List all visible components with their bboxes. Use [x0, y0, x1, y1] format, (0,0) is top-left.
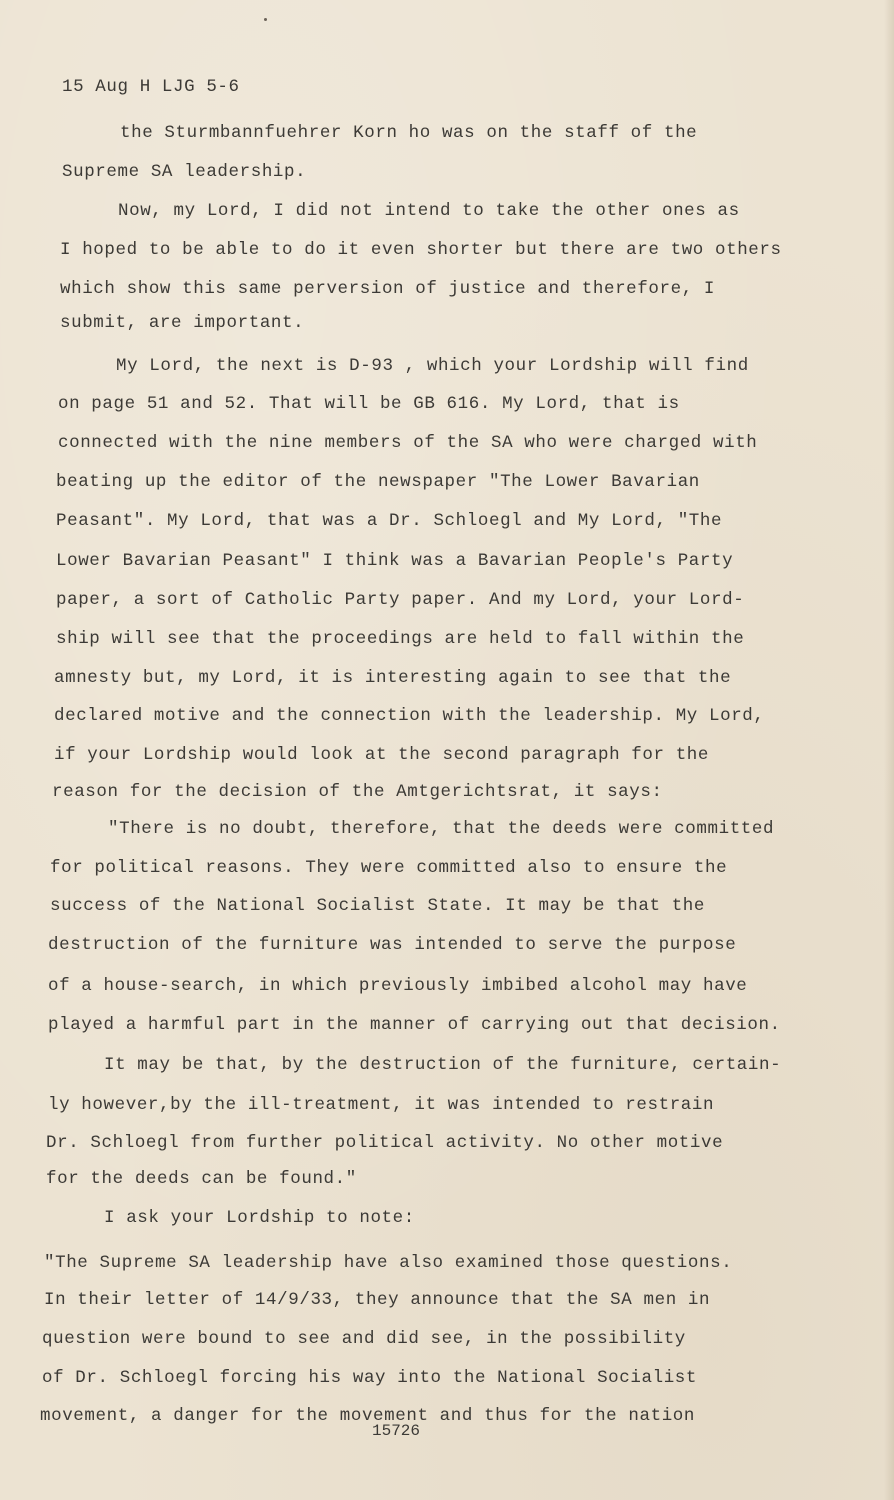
- document-header: 15 Aug H LJG 5-6: [62, 77, 240, 97]
- text-line: In their letter of 14/9/33, they announce that the SA men in: [44, 1290, 711, 1310]
- text-line: of a house-search, in which previously imbibed alcohol may have: [48, 976, 748, 996]
- text-line: paper, a sort of Catholic Party paper. And my Lord, your Lord-: [56, 590, 745, 610]
- text-line: Supreme SA leadership.: [62, 162, 307, 182]
- text-line: "There is no doubt, therefore, that the deeds were committed: [108, 819, 775, 839]
- text-line: connected with the nine members of the SA who were charged with: [58, 433, 758, 453]
- text-line: question were bound to see and did see, in the possibility: [42, 1329, 686, 1349]
- text-line: Now, my Lord, I did not intend to take the other ones as: [118, 201, 740, 221]
- paper-speck: [264, 18, 267, 21]
- text-line: My Lord, the next is D-93 , which your Lordship will find: [116, 356, 749, 376]
- text-line: beating up the editor of the newspaper "The Lower Bavarian: [56, 472, 700, 492]
- text-line: played a harmful part in the manner of carrying out that decision.: [48, 1015, 781, 1035]
- text-line: for the deeds can be found.": [46, 1169, 357, 1189]
- text-line: if your Lordship would look at the second paragraph for the: [54, 745, 710, 765]
- text-line: destruction of the furniture was intended to serve the purpose: [48, 935, 737, 955]
- text-line: movement, a danger for the movement and thus for the nation: [40, 1406, 696, 1426]
- text-line: It may be that, by the destruction of the furniture, certain-: [104, 1055, 782, 1075]
- text-line: the Sturmbannfuehrer Korn ho was on the staff of the: [120, 123, 698, 143]
- text-line: for political reasons. They were committed also to ensure the: [50, 858, 728, 878]
- text-line: ly however,by the ill-treatment, it was intended to restrain: [48, 1095, 715, 1115]
- text-line: Peasant". My Lord, that was a Dr. Schloegl and My Lord, "The: [56, 511, 723, 531]
- text-line: I ask your Lordship to note:: [104, 1208, 415, 1228]
- text-line: "The Supreme SA leadership have also examined those questions.: [44, 1253, 733, 1273]
- text-line: ship will see that the proceedings are held to fall within the: [56, 629, 745, 649]
- text-line: of Dr. Schloegl forcing his way into the National Socialist: [42, 1368, 698, 1388]
- text-line: Dr. Schloegl from further political activity. No other motive: [46, 1133, 724, 1153]
- page-edge-shadow: [884, 0, 894, 1500]
- text-line: success of the National Socialist State. It may be that the: [50, 896, 706, 916]
- text-line: on page 51 and 52. That will be GB 616. My Lord, that is: [58, 394, 680, 414]
- text-line: which show this same perversion of justice and therefore, I: [60, 279, 716, 299]
- text-line: declared motive and the connection with the leadership. My Lord,: [54, 706, 765, 726]
- page-number: 15726: [372, 1422, 421, 1440]
- text-line: Lower Bavarian Peasant" I think was a Bavarian People's Party: [56, 551, 734, 571]
- text-line: submit, are important.: [60, 313, 305, 333]
- text-line: reason for the decision of the Amtgerichtsrat, it says:: [52, 782, 663, 802]
- text-line: amnesty but, my Lord, it is interesting again to see that the: [54, 668, 732, 688]
- text-line: I hoped to be able to do it even shorter but there are two others: [60, 240, 782, 260]
